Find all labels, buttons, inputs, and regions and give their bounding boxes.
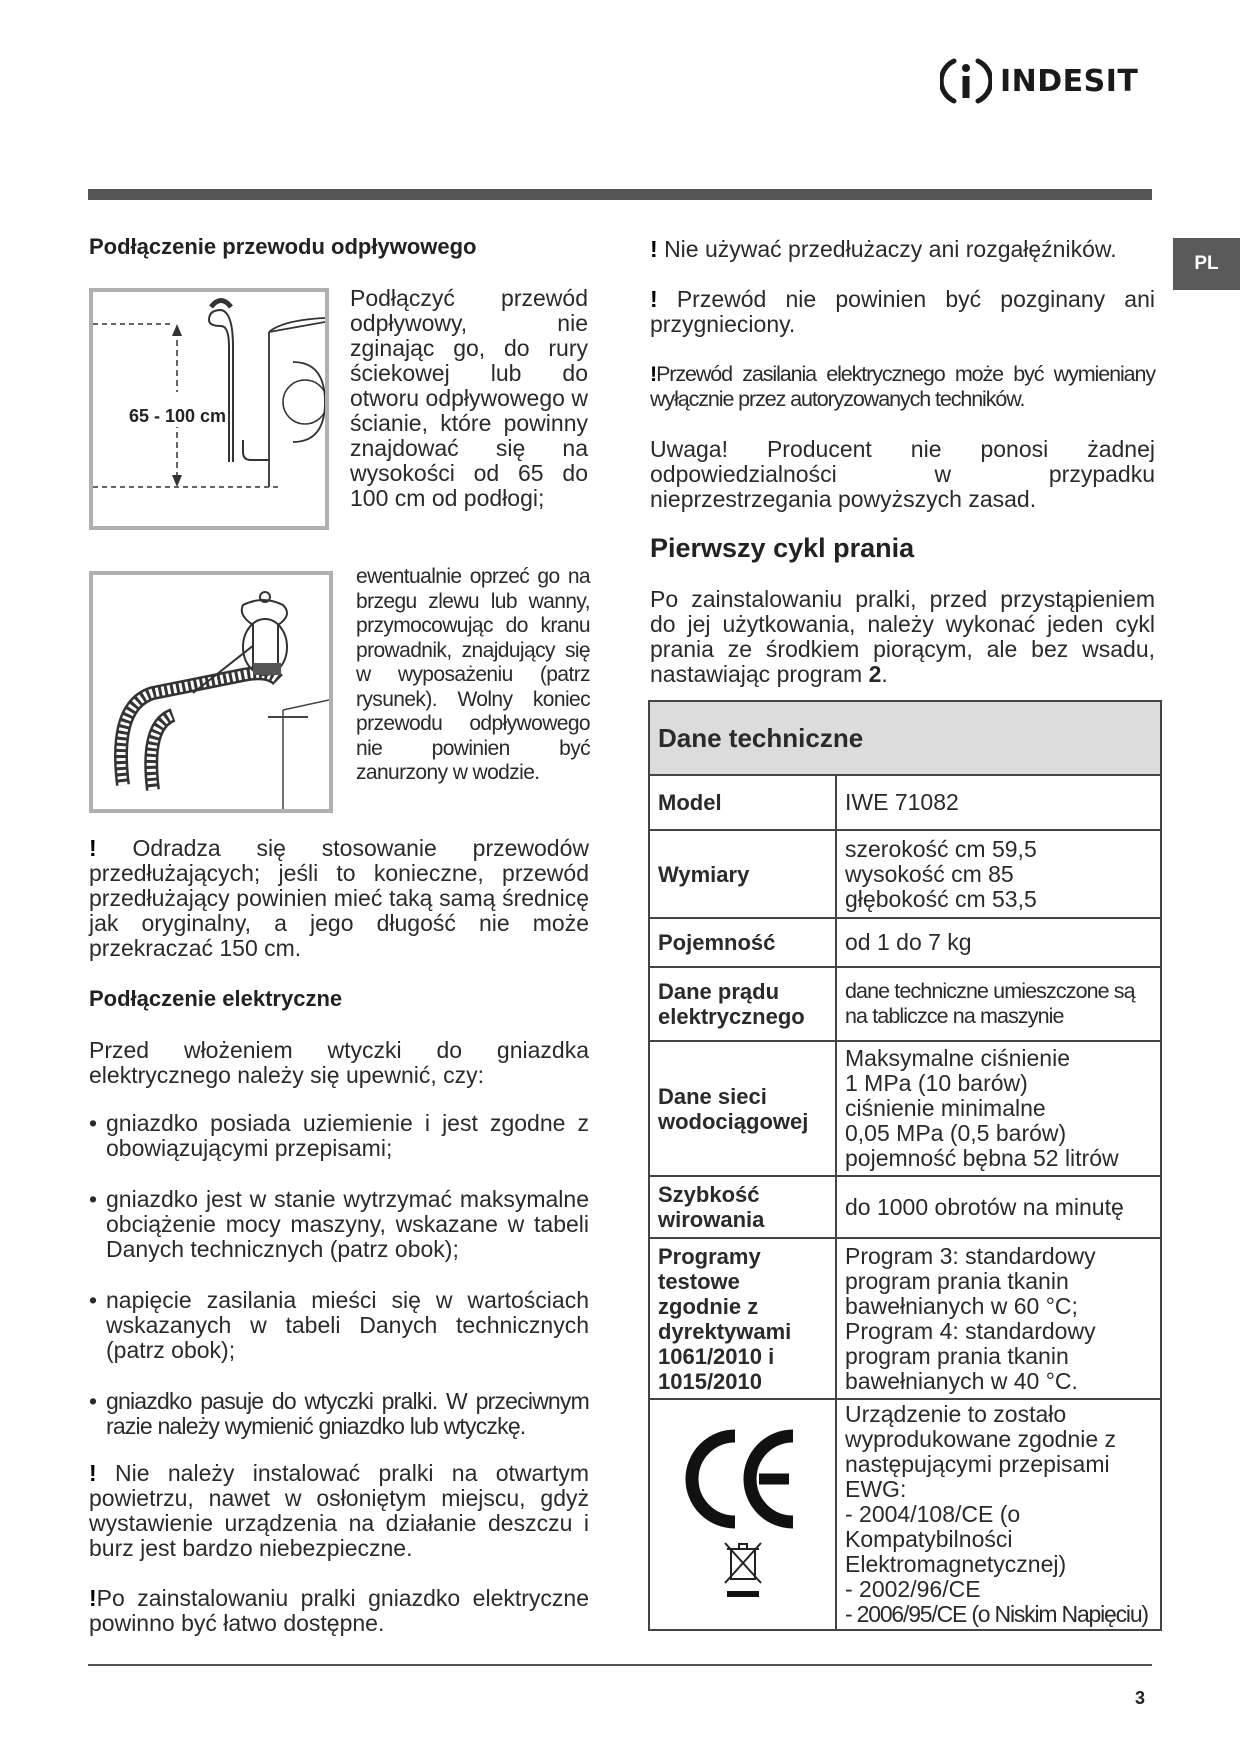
- compliance-marks: [649, 1399, 836, 1630]
- row-value: [836, 830, 1161, 918]
- row-label: Dane prądu elektrycznego: [649, 967, 836, 1041]
- row-label: Dane sieci wodociągowej: [649, 1041, 836, 1176]
- indesit-logo: [940, 52, 1150, 110]
- row-value: IWE 71082: [836, 775, 1161, 830]
- value-line: 1 MPa (10 barów): [845, 1070, 1028, 1096]
- compliance-text: [836, 1399, 1161, 1630]
- outdoor-warning: [89, 1461, 589, 1561]
- row-label: Wymiary: [649, 830, 836, 918]
- extension-warning: [89, 836, 589, 961]
- checklist-item: • napięcie zasilania mieści się w wartościach wskazanych w tabeli Danych technicznych (patrz obok);: [89, 1288, 589, 1363]
- table-row: [649, 918, 1161, 967]
- technical-data-table: [648, 700, 1162, 1631]
- footer-rule: [88, 1664, 1152, 1666]
- no-extension-text: Nie używać przedłużaczy ani rozgałęźników.: [664, 236, 1117, 262]
- table-row: [649, 1041, 1161, 1176]
- socket-access-text: Po zainstalowaniu pralki gniazdko elektryczne powinno być łatwo dostępne.: [89, 1585, 589, 1636]
- cable-replace-text: Przewód zasilania elektrycznego może być wymieniany wyłącznie przez autoryzowanych techników.: [650, 362, 1155, 411]
- drain-text-1: Podłączyć przewód odpływowy, nie zginając go, do rury ściekowej lub do otworu odpływowego w ścianie, które powinny znajdować się na wysokości od 65 do 100 cm od podłogi;: [350, 285, 588, 511]
- indesit-logo-icon: [940, 55, 992, 107]
- warning-mark: !: [89, 1460, 97, 1486]
- table-row: [649, 775, 1161, 830]
- value-line: pojemność bębna 52 litrów: [845, 1145, 1119, 1171]
- row-label: Pojemność: [649, 918, 836, 967]
- table-header-row: [649, 701, 1161, 775]
- brand-name: INDESIT: [1000, 63, 1139, 99]
- cable-bend-warning: [650, 287, 1155, 337]
- first-cycle-heading: Pierwszy cykl prania: [650, 533, 915, 563]
- value-line: Maksymalne ciśnienie: [845, 1045, 1070, 1071]
- drain-hose-figure: [89, 288, 329, 530]
- electric-checklist: [89, 1111, 589, 1465]
- value-line: - 2002/96/CE: [845, 1576, 981, 1602]
- extension-warning-text: Odradza się stosowanie przewodów przedłużających; jeśli to konieczne, przewód przedłużający powinien mieć taką samą średnicę jak oryginalny, a jego długość nie może przekraczać 150 cm.: [89, 835, 589, 961]
- table-row: [649, 1399, 1161, 1630]
- value-line: - 2006/95/CE (o Niskim Napięciu): [845, 1601, 1148, 1627]
- warning-mark: !: [650, 362, 657, 386]
- outdoor-warning-text: Nie należy instalować pralki na otwartym powietrzu, nawet w osłoniętym miejscu, gdyż wystawienie urządzenia na działanie deszczu i burz jest bardzo niebezpieczne.: [89, 1460, 590, 1561]
- height-range-label: 65 - 100 cm: [129, 406, 227, 426]
- value-line: ciśnienie minimalne: [845, 1095, 1046, 1121]
- sink-hose-figure: [89, 571, 333, 813]
- table-row: [649, 1238, 1161, 1399]
- row-value: [836, 1041, 1161, 1176]
- drain-text-2: ewentualnie oprzeć go na brzegu zlewu lub wanny, przymocowując do kranu prowadnik, znajdujący się w wyposażeniu (patrz rysunek). Wolny koniec przewodu odpływowego nie powinien być zanurzony w wodzie.: [356, 565, 590, 784]
- value-line: - 2004/108/CE (o Kompatybilności Elektromagnetycznej): [845, 1501, 1067, 1577]
- weee-bin-icon: [719, 1539, 767, 1601]
- table-row: [649, 967, 1161, 1041]
- value-line: Program 3: standardowy program prania tkanin bawełnianych w 60 °C;: [845, 1242, 1096, 1319]
- row-label: Szybkość wirowania: [649, 1176, 836, 1238]
- table-row: [649, 1176, 1161, 1238]
- cable-bend-text: Przewód nie powinien być pozginany ani przygnieciony.: [650, 286, 1155, 337]
- electric-intro: Przed włożeniem wtyczki do gniazdka elektrycznego należy się upewnić, czy:: [89, 1037, 589, 1088]
- ce-mark-icon: [683, 1424, 803, 1534]
- checklist-item: • gniazdko pasuje do wtyczki pralki. W przeciwnym razie należy wymienić gniazdko lub wtyczkę.: [89, 1389, 589, 1439]
- cable-replace-warning: [650, 362, 1155, 412]
- program-number: 2: [868, 661, 882, 687]
- value-line: Program 4: standardowy program prania tkanin bawełnianych w 40 °C.: [845, 1317, 1096, 1394]
- row-value: dane techniczne umieszczone są na tabliczce na maszynie: [836, 967, 1161, 1041]
- no-extension-warning: [650, 237, 1155, 262]
- warning-mark: !: [650, 286, 658, 312]
- liability-note: Uwaga! Producent nie ponosi żadnej odpowiedzialności w przypadku nieprzestrzegania powyższych zasad.: [650, 436, 1155, 512]
- row-value: od 1 do 7 kg: [836, 918, 1161, 967]
- warning-mark: !: [89, 835, 97, 861]
- value-line: 0,05 MPa (0,5 barów): [845, 1120, 1067, 1146]
- checklist-item: • gniazdko posiada uziemienie i jest zgodne z obowiązującymi przepisami;: [89, 1111, 589, 1161]
- value-line: głębokość cm 53,5: [845, 885, 1037, 912]
- electric-heading: Podłączenie elektryczne: [89, 986, 343, 1011]
- row-label: Model: [649, 775, 836, 830]
- sink-hose-drawing: [93, 575, 329, 809]
- first-cycle-text: [650, 587, 1155, 687]
- row-value: [836, 1238, 1161, 1399]
- checklist-item: • gniazdko jest w stanie wytrzymać maksymalne obciążenie mocy maszyny, wskazane w tabeli Danych technicznych (patrz obok);: [89, 1187, 589, 1262]
- page-number: 3: [1135, 1688, 1146, 1708]
- drain-heading: Podłączenie przewodu odpływowego: [89, 234, 477, 259]
- row-label: Programy testowe zgodnie z dyrektywami 1061/2010 i 1015/2010: [649, 1238, 836, 1399]
- first-cycle-body: Po zainstalowaniu pralki, przed przystąpieniem do jej użytkowania, należy wykonać jeden cykl prania ze środkiem piorącym, ale bez wsadu, nastawiając program: [650, 586, 1155, 687]
- language-tab: PL: [1173, 238, 1240, 290]
- header-rule: [88, 189, 1152, 200]
- value-line: wysokość cm 85: [845, 860, 1014, 887]
- value-line: Urządzenie to zostało wyprodukowane zgodnie z następującymi przepisami EWG:: [845, 1401, 1117, 1502]
- row-value: do 1000 obrotów na minutę: [836, 1176, 1161, 1238]
- warning-mark: !: [89, 1585, 97, 1611]
- value-line: szerokość cm 59,5: [845, 835, 1037, 862]
- socket-access-warning: [89, 1586, 589, 1636]
- table-row: [649, 830, 1161, 918]
- warning-mark: !: [650, 236, 658, 262]
- table-title: Dane techniczne: [649, 701, 1161, 775]
- first-cycle-end: .: [881, 661, 888, 687]
